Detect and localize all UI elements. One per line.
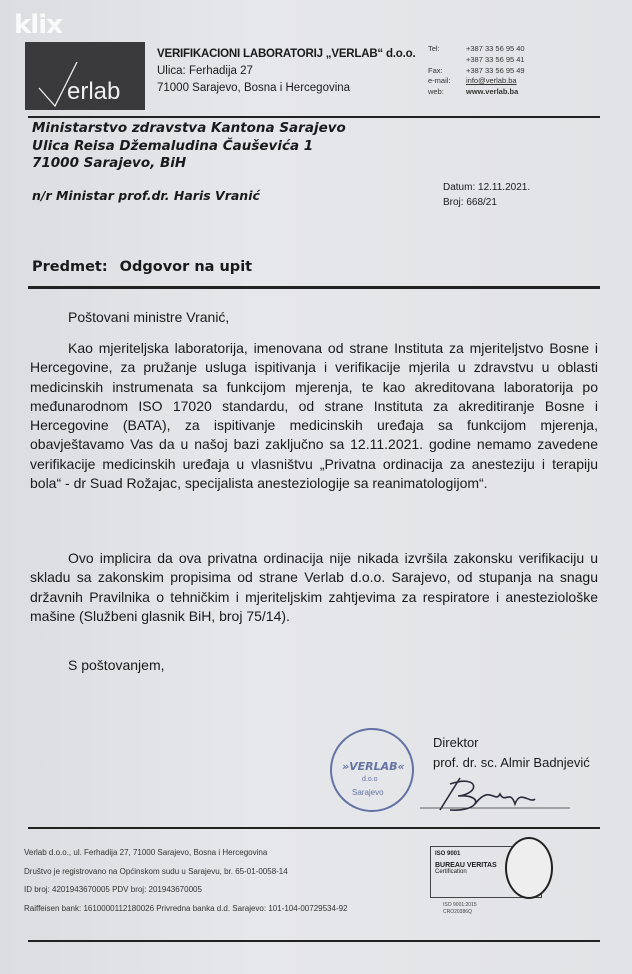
date-block: [443, 180, 530, 210]
signature-block: [433, 733, 590, 773]
recipient-line: Ministarstvo zdravstva Kantona Sarajevo: [32, 120, 346, 136]
contact-label: web:: [428, 87, 444, 97]
company-info: [157, 46, 419, 97]
reference-number: Broj: 668/21: [443, 197, 497, 208]
company-city: 71000 Sarajevo, Bosna i Hercegovina: [157, 82, 351, 94]
contact-block: [428, 44, 525, 98]
cert-standard: ISO 9001:2015: [443, 902, 477, 908]
logo-text: erlab: [67, 78, 121, 105]
footer-ids: ID broj: 4201943670005 PDV broj: 201943670005: [24, 885, 202, 894]
header-divider: [28, 116, 600, 118]
stamp-doo: d.o.o: [362, 776, 378, 783]
date: Datum: 12.11.2021.: [443, 182, 531, 193]
footer-bank: Raiffeisen bank: 1610000112180026 Privredna banka d.d. Sarajevo: 101-104-00729534-92: [24, 903, 348, 913]
email-link[interactable]: info@verlab.ba: [466, 76, 517, 86]
contact-label: Fax:: [428, 65, 443, 75]
cert-org: BUREAU VERITAS: [435, 862, 497, 869]
footer-address: Verlab d.o.o., ul. Ferhadija 27, 71000 Sarajevo, Bosna i Hercegovina: [24, 848, 268, 857]
handwritten-signature: [420, 774, 570, 814]
cert-iso: ISO 9001: [435, 851, 461, 857]
company-street: Ulica: Ferhadija 27: [157, 65, 253, 77]
contact-label: e-mail:: [428, 76, 451, 86]
company-stamp: [330, 728, 414, 812]
stamp-text: »VERLAB«: [342, 760, 405, 773]
cert-codes: [443, 902, 477, 916]
footer-registration: Društvo je registrovano na Općinskom sudu u Sarajevu, br. 65-01-0058-14: [24, 866, 288, 876]
subject-text: Odgovor na upit: [119, 259, 253, 275]
signatory-name: prof. dr. sc. Almir Badnjević: [433, 755, 590, 770]
footer-info: [24, 844, 348, 918]
recipient-line: Ulica Reisa Džemaludina Čauševića 1: [32, 137, 314, 154]
cert-sub: Certification: [435, 869, 467, 875]
web-link[interactable]: www.verlab.ba: [466, 87, 519, 97]
attention-line: n/r Ministar prof.dr. Haris Vranić: [32, 188, 260, 203]
phone-1: +387 33 56 95 40: [466, 44, 525, 53]
fax: +387 33 56 95 49: [466, 65, 525, 75]
subject-label: Predmet:: [32, 259, 108, 275]
closing: S poštovanjem,: [68, 657, 165, 673]
footer-divider: [28, 827, 600, 829]
cert-code: CRO20386Q: [443, 909, 472, 915]
bottom-divider: [28, 940, 600, 942]
subject-divider: [28, 286, 600, 289]
signatory-title: Direktor: [433, 735, 479, 750]
verlab-logo: [25, 42, 145, 110]
subject-line: [32, 259, 252, 275]
body-paragraph: Ovo implicira da ova privatna ordinacija nije nikada izvršila zakonsku verifikaciju u skladu sa zakonskim propisima od strane Verlab d.o.o. Sarajevo, od stupanja na snagu državnih Pravilnika o tehničkim i mjeriteljskim zahtjevima za respiratore i anesteziološke mašine (Službeni glasnik BiH, broj 75/14).: [30, 550, 598, 624]
stamp-city: Sarajevo: [352, 788, 384, 797]
company-name: VERIFIKACIONI LABORATORIJ „VERLAB“ d.o.o.: [157, 48, 416, 60]
klix-watermark: klix: [14, 10, 62, 40]
recipient-line: 71000 Sarajevo, BiH: [32, 155, 187, 171]
bureau-veritas-seal-icon: [505, 837, 553, 899]
body-paragraph: Kao mjeriteljska laboratorija, imenovana od strane Instituta za mjeriteljstvo Bosne i Hercegovine, za pružanje usluga ispitivanja i verifikacije mjerila u zdravstvu u oblasti medicinskih instrumenata sa funkcijom mjerenja, te kao akreditovana laboratorija po međunarodnom ISO 17020 standardu, od strane Instituta za akreditiranje Bosne i Hercegovine (BATA), za ispitivanje medicinskih uređaja sa funkcijom mjerenja, obavještavamo Vas da u našoj bazi zaključno sa 12.11.2021. godine nemamo zavedene verifikacije medicinskih uređaja u vlasništvu „Privatna ordinacija za anesteziju i terapiju bola“ - dr Suad Rožajac, specijalista anesteziologije sa reanimatologijom“.: [30, 340, 598, 492]
contact-label: Tel:: [428, 44, 440, 53]
salutation: Poštovani ministre Vranić,: [68, 309, 230, 325]
phone-2: +387 33 56 95 41: [466, 54, 525, 64]
recipient-address: [32, 120, 346, 173]
